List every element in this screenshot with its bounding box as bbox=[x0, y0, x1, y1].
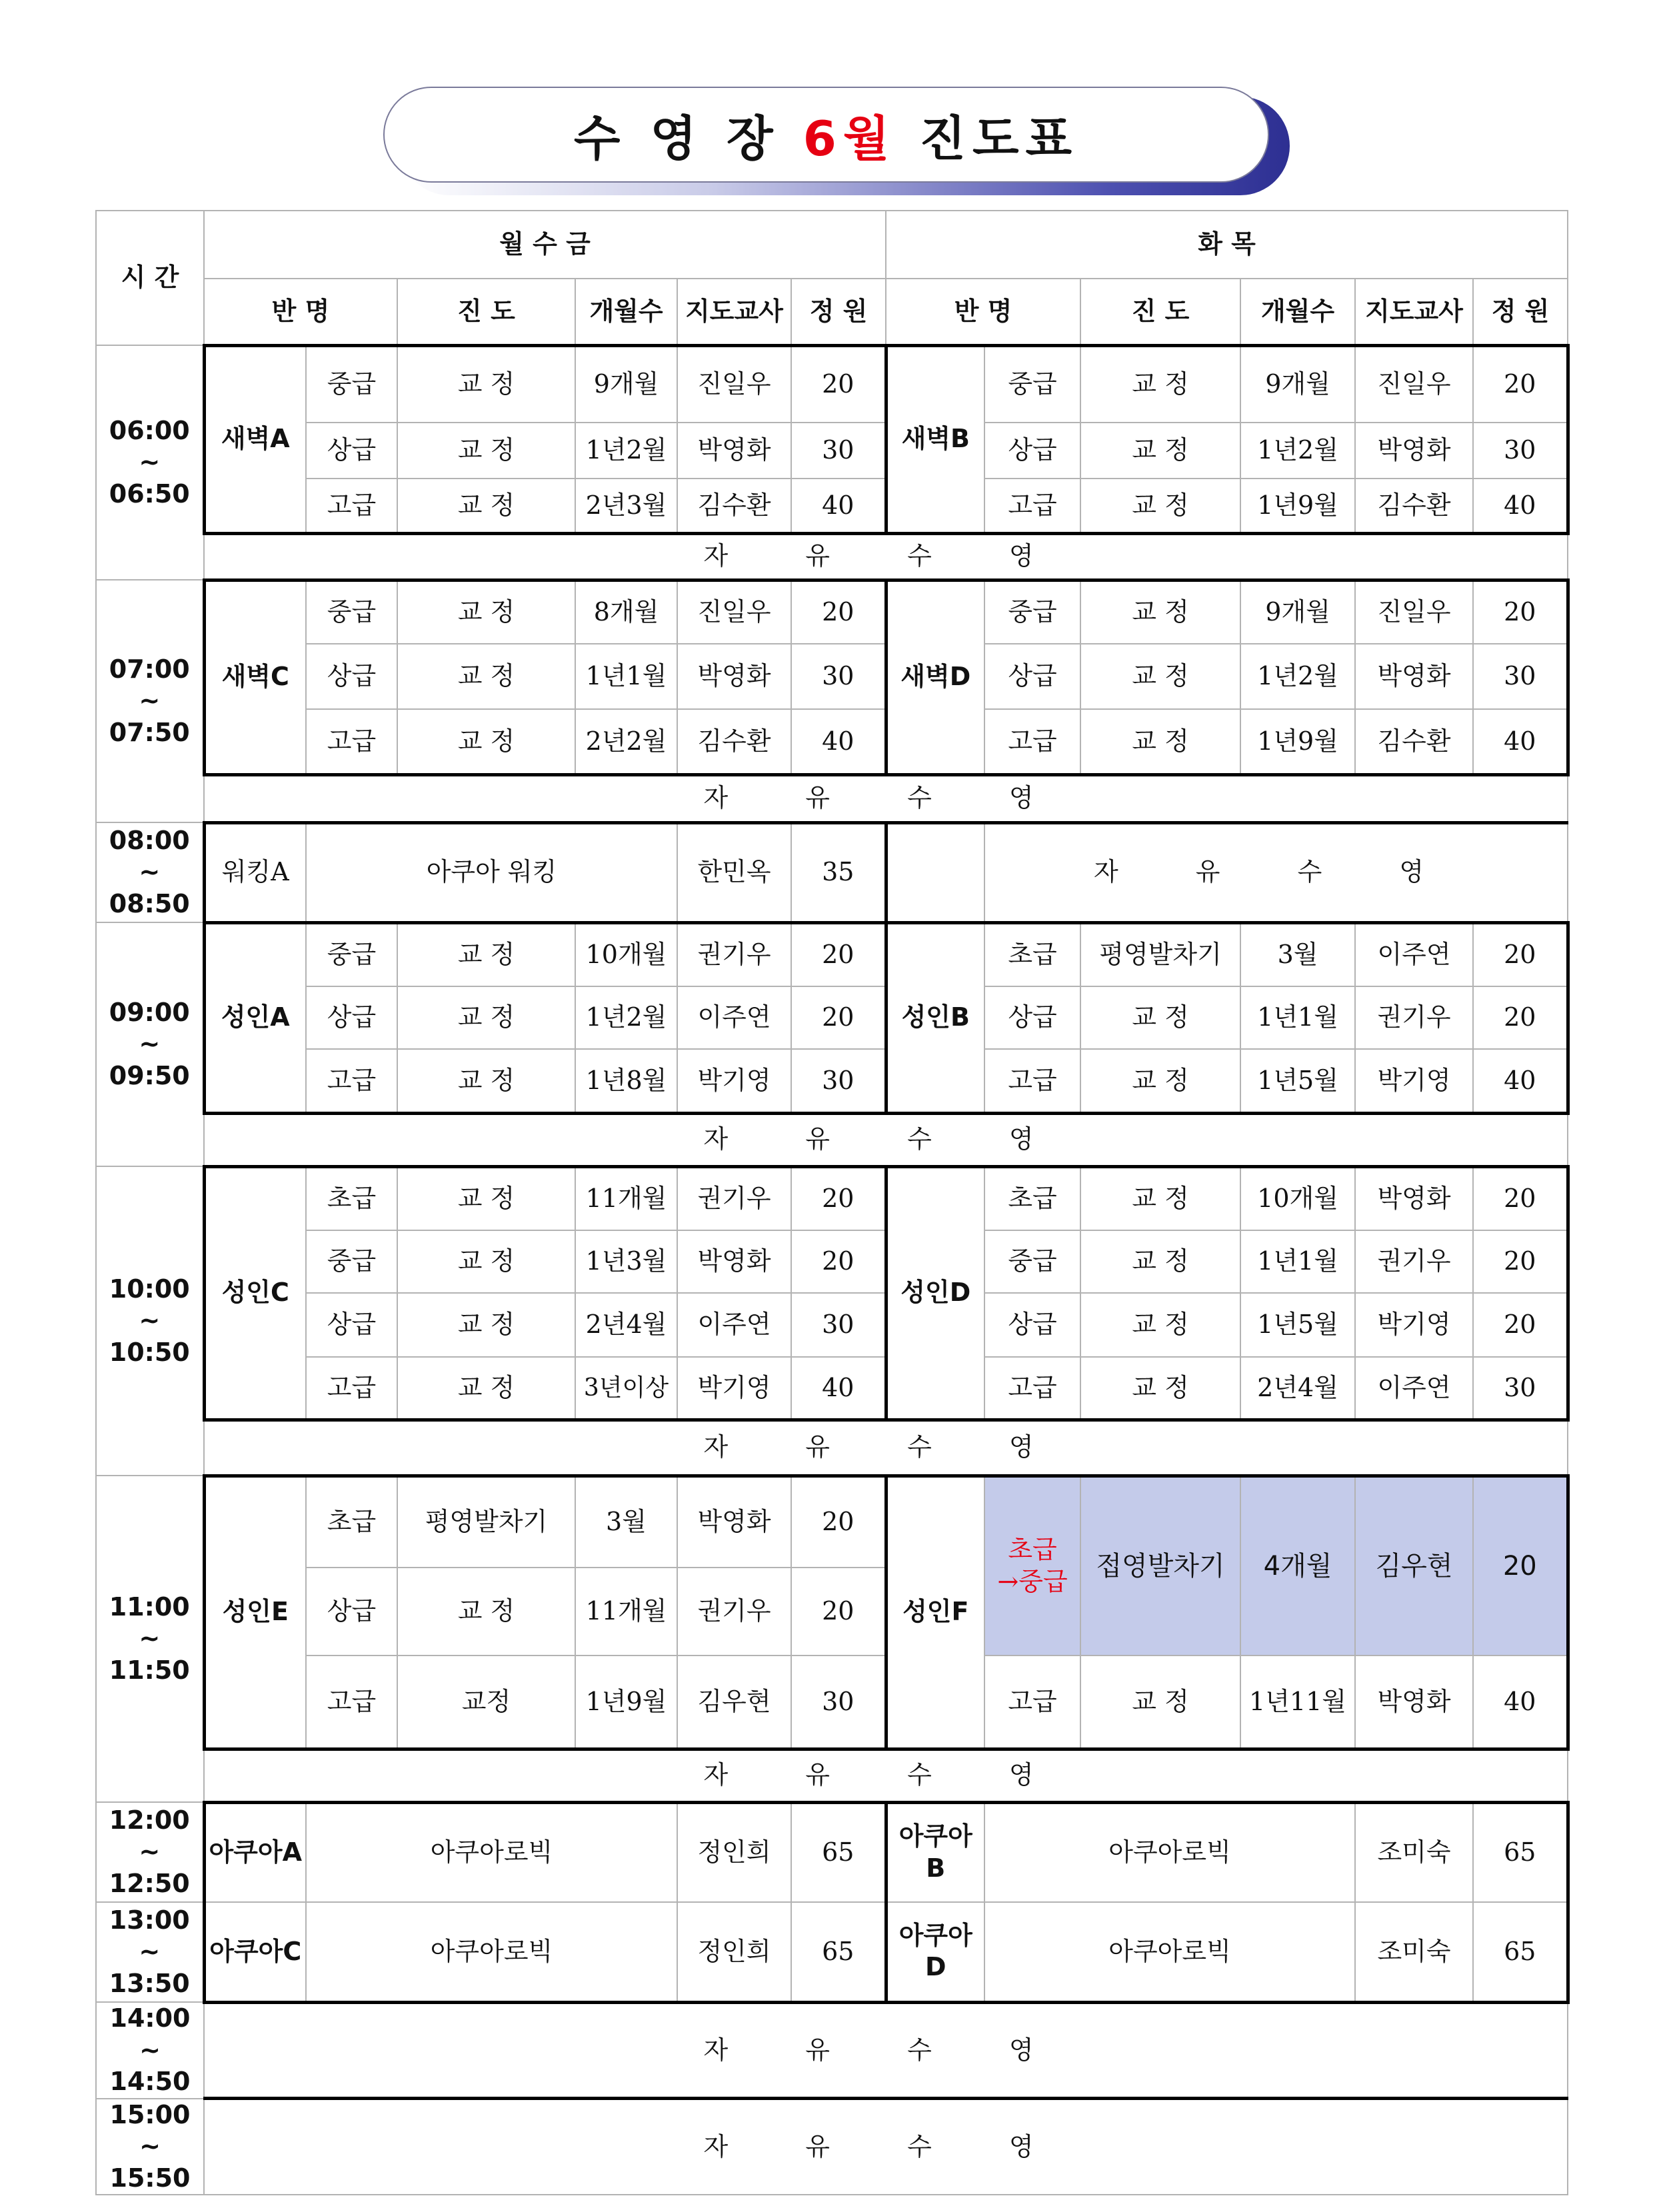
col-teacher-right: 지도교사 bbox=[1355, 279, 1473, 345]
time-slot: 10:00 ~ 10:50 bbox=[96, 1166, 204, 1476]
time-slot: 15:00 ~ 15:50 bbox=[96, 2099, 204, 2195]
cell-capacity: 20 bbox=[1473, 1166, 1568, 1230]
cell-level: 상급 bbox=[306, 1568, 397, 1656]
cell-months: 1년2월 bbox=[575, 986, 677, 1049]
cell-teacher: 진일우 bbox=[677, 580, 791, 644]
cell-teacher: 박기영 bbox=[1355, 1293, 1473, 1357]
free-swim: 자 유 수 영 bbox=[984, 822, 1568, 922]
cell-teacher: 박영화 bbox=[1355, 644, 1473, 709]
title-text-a: 수 영 장 bbox=[573, 111, 803, 167]
cell-level: 중급 bbox=[306, 345, 397, 423]
cell-capacity: 20 bbox=[1473, 986, 1568, 1049]
cell-teacher: 정인희 bbox=[677, 1902, 791, 2002]
time-slot: 09:00 ~ 09:50 bbox=[96, 922, 204, 1166]
cell-teacher: 김수환 bbox=[677, 479, 791, 533]
cell-capacity: 30 bbox=[1473, 644, 1568, 709]
cell-level: 고급 bbox=[306, 1656, 397, 1749]
cell-teacher: 진일우 bbox=[677, 345, 791, 423]
cell-teacher: 김수환 bbox=[1355, 709, 1473, 774]
cell-months: 11개월 bbox=[575, 1166, 677, 1230]
cell-months: 2년3월 bbox=[575, 479, 677, 533]
cell-level: 고급 bbox=[984, 479, 1080, 533]
table-row bbox=[96, 479, 1568, 533]
class-name: 새벽D bbox=[886, 580, 984, 774]
cell-capacity: 20 bbox=[1473, 1476, 1568, 1656]
cell-months: 1년2월 bbox=[575, 423, 677, 479]
time-slot: 07:00 ~ 07:50 bbox=[96, 580, 204, 822]
cell-capacity: 20 bbox=[791, 1166, 886, 1230]
header-time: 시 간 bbox=[96, 211, 204, 345]
class-name: 새벽B bbox=[886, 345, 984, 533]
cell-teacher: 김수환 bbox=[677, 709, 791, 774]
cell-teacher: 권기우 bbox=[677, 1166, 791, 1230]
cell-months: 1년9월 bbox=[1240, 479, 1355, 533]
cell-level: 중급 bbox=[306, 922, 397, 986]
cell-months: 1년1월 bbox=[575, 644, 677, 709]
cell-level: 중급 bbox=[984, 345, 1080, 423]
cell-capacity: 30 bbox=[791, 1656, 886, 1749]
cell-level: 중급 bbox=[306, 1230, 397, 1293]
cell-capacity: 20 bbox=[791, 345, 886, 423]
class-name: 아쿠아 B bbox=[886, 1802, 984, 1902]
cell-capacity: 30 bbox=[1473, 1357, 1568, 1420]
table-row bbox=[96, 644, 1568, 709]
cell-teacher: 권기우 bbox=[677, 1568, 791, 1656]
cell-progress: 아쿠아로빅 bbox=[306, 1802, 677, 1902]
cell-capacity: 30 bbox=[791, 423, 886, 479]
time-slot: 12:00 ~ 12:50 bbox=[96, 1802, 204, 1902]
cell-level: 고급 bbox=[984, 1656, 1080, 1749]
header-mwf: 월 수 금 bbox=[204, 211, 886, 279]
cell-capacity: 20 bbox=[791, 1230, 886, 1293]
class-name: 성인B bbox=[886, 922, 984, 1113]
class-name: 새벽C bbox=[204, 580, 306, 774]
cell-teacher: 이주연 bbox=[1355, 1357, 1473, 1420]
cell-progress: 아쿠아로빅 bbox=[306, 1902, 677, 2002]
class-name: 성인E bbox=[204, 1476, 306, 1749]
cell-progress: 교 정 bbox=[1080, 1656, 1240, 1749]
class-name: 아쿠아C bbox=[204, 1902, 306, 2002]
cell-progress: 교정 bbox=[397, 1656, 575, 1749]
cell-progress: 교 정 bbox=[397, 922, 575, 986]
cell-capacity: 65 bbox=[1473, 1802, 1568, 1902]
cell-progress: 교 정 bbox=[397, 1293, 575, 1357]
class-name: 성인F bbox=[886, 1476, 984, 1749]
cell-progress: 접영발차기 bbox=[1080, 1476, 1240, 1656]
cell-level: 초급 bbox=[984, 922, 1080, 986]
cell-progress: 교 정 bbox=[1080, 423, 1240, 479]
table-row bbox=[96, 822, 1568, 922]
cell-progress: 교 정 bbox=[1080, 345, 1240, 423]
cell-progress: 교 정 bbox=[1080, 1166, 1240, 1230]
col-months-right: 개월수 bbox=[1240, 279, 1355, 345]
free-swim: 자 유 수 영 bbox=[204, 1113, 1568, 1166]
cell-months: 9개월 bbox=[1240, 580, 1355, 644]
cell-months: 9개월 bbox=[1240, 345, 1355, 423]
title-banner bbox=[383, 87, 1269, 183]
table-row bbox=[96, 1049, 1568, 1113]
cell-teacher: 박영화 bbox=[677, 423, 791, 479]
cell-capacity: 30 bbox=[791, 1049, 886, 1113]
free-swim: 자 유 수 영 bbox=[204, 533, 1568, 580]
free-swim-row bbox=[96, 2002, 1568, 2099]
table-row bbox=[96, 1902, 1568, 2002]
title-text-b: 진도표 bbox=[896, 111, 1079, 167]
cell-progress: 교 정 bbox=[1080, 644, 1240, 709]
cell-teacher: 김우현 bbox=[677, 1656, 791, 1749]
class-name: 성인D bbox=[886, 1166, 984, 1420]
cell-level: 초급 bbox=[306, 1476, 397, 1568]
cell-months: 1년2월 bbox=[1240, 423, 1355, 479]
col-name-right: 반 명 bbox=[886, 279, 1080, 345]
cell-progress: 교 정 bbox=[397, 423, 575, 479]
cell-capacity: 40 bbox=[791, 709, 886, 774]
class-name: 성인C bbox=[204, 1166, 306, 1420]
cell-level: 중급 bbox=[984, 580, 1080, 644]
free-swim-row bbox=[96, 2099, 1568, 2195]
cell-progress: 교 정 bbox=[1080, 709, 1240, 774]
cell-months: 3월 bbox=[1240, 922, 1355, 986]
cell-capacity: 65 bbox=[1473, 1902, 1568, 2002]
table-row bbox=[96, 1656, 1568, 1749]
cell-capacity: 20 bbox=[791, 1476, 886, 1568]
cell-teacher: 박영화 bbox=[1355, 1656, 1473, 1749]
cell-level: 상급 bbox=[306, 644, 397, 709]
table-row bbox=[96, 1802, 1568, 1902]
cell-months: 3월 bbox=[575, 1476, 677, 1568]
cell-teacher: 박영화 bbox=[1355, 423, 1473, 479]
title-month: 6월 bbox=[803, 111, 896, 167]
table-row bbox=[96, 345, 1568, 423]
cell-level: 고급 bbox=[306, 479, 397, 533]
cell-capacity: 20 bbox=[791, 922, 886, 986]
table-row bbox=[96, 1476, 1568, 1568]
cell-teacher: 진일우 bbox=[1355, 580, 1473, 644]
cell-level: 상급 bbox=[984, 644, 1080, 709]
cell-progress: 교 정 bbox=[397, 1568, 575, 1656]
cell-level: 초급 bbox=[306, 1166, 397, 1230]
cell-level: 중급 bbox=[306, 580, 397, 644]
cell-level: 고급 bbox=[306, 1049, 397, 1113]
cell-teacher: 한민옥 bbox=[677, 822, 791, 922]
cell-months: 1년1월 bbox=[1240, 986, 1355, 1049]
cell-months: 1년11월 bbox=[1240, 1656, 1355, 1749]
cell-months: 2년4월 bbox=[575, 1293, 677, 1357]
time-slot: 08:00 ~ 08:50 bbox=[96, 822, 204, 922]
free-swim: 자 유 수 영 bbox=[204, 2099, 1568, 2195]
cell-capacity: 30 bbox=[1473, 423, 1568, 479]
cell-capacity: 20 bbox=[791, 580, 886, 644]
cell-level: 상급 bbox=[984, 423, 1080, 479]
cell-progress: 아쿠아 워킹 bbox=[306, 822, 677, 922]
free-swim-row bbox=[96, 1420, 1568, 1476]
cell-level: 상급 bbox=[306, 1293, 397, 1357]
cell-progress: 평영발차기 bbox=[397, 1476, 575, 1568]
class-name: 성인A bbox=[204, 922, 306, 1113]
class-name: 아쿠아A bbox=[204, 1802, 306, 1902]
cell-teacher: 진일우 bbox=[1355, 345, 1473, 423]
cell-teacher: 이주연 bbox=[677, 986, 791, 1049]
time-slot: 13:00 ~ 13:50 bbox=[96, 1902, 204, 2002]
class-name: 워킹A bbox=[204, 822, 306, 922]
table-row bbox=[96, 922, 1568, 986]
cell-capacity: 20 bbox=[1473, 1230, 1568, 1293]
cell-capacity: 20 bbox=[791, 986, 886, 1049]
cell-months: 2년2월 bbox=[575, 709, 677, 774]
cell-capacity: 30 bbox=[791, 1293, 886, 1357]
table-row bbox=[96, 1166, 1568, 1230]
cell-capacity: 40 bbox=[791, 1357, 886, 1420]
cell-level: 상급 bbox=[306, 986, 397, 1049]
cell-progress: 교 정 bbox=[397, 986, 575, 1049]
cell-teacher: 이주연 bbox=[1355, 922, 1473, 986]
col-months-left: 개월수 bbox=[575, 279, 677, 345]
free-swim-row bbox=[96, 1113, 1568, 1166]
cell-teacher: 이주연 bbox=[677, 1293, 791, 1357]
col-capacity-left: 정 원 bbox=[791, 279, 886, 345]
cell-months: 1년2월 bbox=[1240, 644, 1355, 709]
header-tt: 화 목 bbox=[886, 211, 1568, 279]
page-title bbox=[574, 100, 1078, 169]
cell-months: 2년4월 bbox=[1240, 1357, 1355, 1420]
cell-level: 상급 bbox=[984, 1293, 1080, 1357]
free-swim: 자 유 수 영 bbox=[204, 774, 1568, 822]
cell-progress: 평영발차기 bbox=[1080, 922, 1240, 986]
cell-progress: 교 정 bbox=[397, 479, 575, 533]
cell-progress: 교 정 bbox=[1080, 1293, 1240, 1357]
cell-teacher: 조미숙 bbox=[1355, 1802, 1473, 1902]
free-swim: 자 유 수 영 bbox=[204, 1749, 1568, 1802]
cell-capacity: 30 bbox=[791, 644, 886, 709]
free-swim-row bbox=[96, 1749, 1568, 1802]
table-row bbox=[96, 423, 1568, 479]
level-to: →중급 bbox=[997, 1566, 1068, 1596]
cell-teacher: 박기영 bbox=[677, 1049, 791, 1113]
cell-level: 고급 bbox=[306, 709, 397, 774]
cell-level: 고급 bbox=[306, 1357, 397, 1420]
cell-level-change bbox=[984, 1476, 1080, 1656]
cell-progress: 교 정 bbox=[397, 1049, 575, 1113]
table-row bbox=[96, 986, 1568, 1049]
cell-capacity: 20 bbox=[1473, 922, 1568, 986]
cell-teacher: 박영화 bbox=[1355, 1166, 1473, 1230]
time-slot: 14:00 ~ 14:50 bbox=[96, 2002, 204, 2099]
table-row bbox=[96, 580, 1568, 644]
cell-progress: 교 정 bbox=[397, 345, 575, 423]
cell-months: 1년1월 bbox=[1240, 1230, 1355, 1293]
cell-teacher: 박영화 bbox=[677, 1230, 791, 1293]
cell-capacity: 20 bbox=[1473, 580, 1568, 644]
col-progress-right: 진 도 bbox=[1080, 279, 1240, 345]
cell-months: 11개월 bbox=[575, 1568, 677, 1656]
cell-progress: 교 정 bbox=[397, 1357, 575, 1420]
cell-capacity: 35 bbox=[791, 822, 886, 922]
cell-months: 1년5월 bbox=[1240, 1293, 1355, 1357]
cell-level: 상급 bbox=[984, 986, 1080, 1049]
cell-months: 9개월 bbox=[575, 345, 677, 423]
cell-teacher: 박영화 bbox=[677, 1476, 791, 1568]
cell-months: 3년이상 bbox=[575, 1357, 677, 1420]
cell-teacher: 권기우 bbox=[677, 922, 791, 986]
cell-capacity: 40 bbox=[1473, 709, 1568, 774]
cell-teacher: 김수환 bbox=[1355, 479, 1473, 533]
table-row bbox=[96, 1230, 1568, 1293]
cell-teacher: 박기영 bbox=[677, 1357, 791, 1420]
cell-teacher: 박기영 bbox=[1355, 1049, 1473, 1113]
cell-level: 고급 bbox=[984, 709, 1080, 774]
free-swim-row bbox=[96, 533, 1568, 580]
cell-progress: 교 정 bbox=[1080, 1049, 1240, 1113]
empty-cell bbox=[886, 822, 984, 922]
table-row bbox=[96, 1357, 1568, 1420]
cell-teacher: 김우현 bbox=[1355, 1476, 1473, 1656]
cell-level: 상급 bbox=[306, 423, 397, 479]
cell-progress: 교 정 bbox=[1080, 580, 1240, 644]
cell-progress: 교 정 bbox=[397, 709, 575, 774]
cell-months: 1년5월 bbox=[1240, 1049, 1355, 1113]
table-row bbox=[96, 709, 1568, 774]
cell-months: 8개월 bbox=[575, 580, 677, 644]
cell-months: 1년3월 bbox=[575, 1230, 677, 1293]
cell-progress: 교 정 bbox=[1080, 1230, 1240, 1293]
cell-teacher: 박영화 bbox=[677, 644, 791, 709]
col-progress-left: 진 도 bbox=[397, 279, 575, 345]
cell-months: 10개월 bbox=[1240, 1166, 1355, 1230]
cell-capacity: 40 bbox=[1473, 479, 1568, 533]
cell-teacher: 정인희 bbox=[677, 1802, 791, 1902]
class-name: 아쿠아 D bbox=[886, 1902, 984, 2002]
cell-progress: 아쿠아로빅 bbox=[984, 1802, 1355, 1902]
cell-level: 고급 bbox=[984, 1049, 1080, 1113]
cell-months: 1년9월 bbox=[575, 1656, 677, 1749]
cell-months: 1년9월 bbox=[1240, 709, 1355, 774]
class-name: 새벽A bbox=[204, 345, 306, 533]
cell-teacher: 조미숙 bbox=[1355, 1902, 1473, 2002]
cell-progress: 교 정 bbox=[397, 644, 575, 709]
cell-progress: 교 정 bbox=[1080, 1357, 1240, 1420]
cell-months: 1년8월 bbox=[575, 1049, 677, 1113]
cell-teacher: 권기우 bbox=[1355, 986, 1473, 1049]
cell-progress: 교 정 bbox=[397, 1230, 575, 1293]
col-teacher-left: 지도교사 bbox=[677, 279, 791, 345]
cell-capacity: 40 bbox=[791, 479, 886, 533]
col-capacity-right: 정 원 bbox=[1473, 279, 1568, 345]
free-swim: 자 유 수 영 bbox=[204, 2002, 1568, 2099]
cell-progress: 아쿠아로빅 bbox=[984, 1902, 1355, 2002]
cell-progress: 교 정 bbox=[397, 1166, 575, 1230]
cell-months: 10개월 bbox=[575, 922, 677, 986]
schedule-table bbox=[95, 210, 1570, 2195]
cell-capacity: 65 bbox=[791, 1902, 886, 2002]
cell-capacity: 40 bbox=[1473, 1049, 1568, 1113]
time-slot: 06:00 ~ 06:50 bbox=[96, 345, 204, 580]
cell-months: 4개월 bbox=[1240, 1476, 1355, 1656]
cell-level: 고급 bbox=[984, 1357, 1080, 1420]
free-swim-row bbox=[96, 774, 1568, 822]
cell-capacity: 65 bbox=[791, 1802, 886, 1902]
level-from: 초급 bbox=[1008, 1535, 1057, 1565]
cell-teacher: 권기우 bbox=[1355, 1230, 1473, 1293]
cell-capacity: 20 bbox=[791, 1568, 886, 1656]
cell-capacity: 20 bbox=[1473, 1293, 1568, 1357]
cell-level: 초급 bbox=[984, 1166, 1080, 1230]
time-slot: 11:00 ~ 11:50 bbox=[96, 1476, 204, 1802]
cell-progress: 교 정 bbox=[1080, 479, 1240, 533]
cell-capacity: 40 bbox=[1473, 1656, 1568, 1749]
table-row bbox=[96, 1293, 1568, 1357]
col-name-left: 반 명 bbox=[204, 279, 397, 345]
cell-progress: 교 정 bbox=[1080, 986, 1240, 1049]
cell-capacity: 20 bbox=[1473, 345, 1568, 423]
free-swim: 자 유 수 영 bbox=[204, 1420, 1568, 1476]
cell-level: 중급 bbox=[984, 1230, 1080, 1293]
cell-progress: 교 정 bbox=[397, 580, 575, 644]
